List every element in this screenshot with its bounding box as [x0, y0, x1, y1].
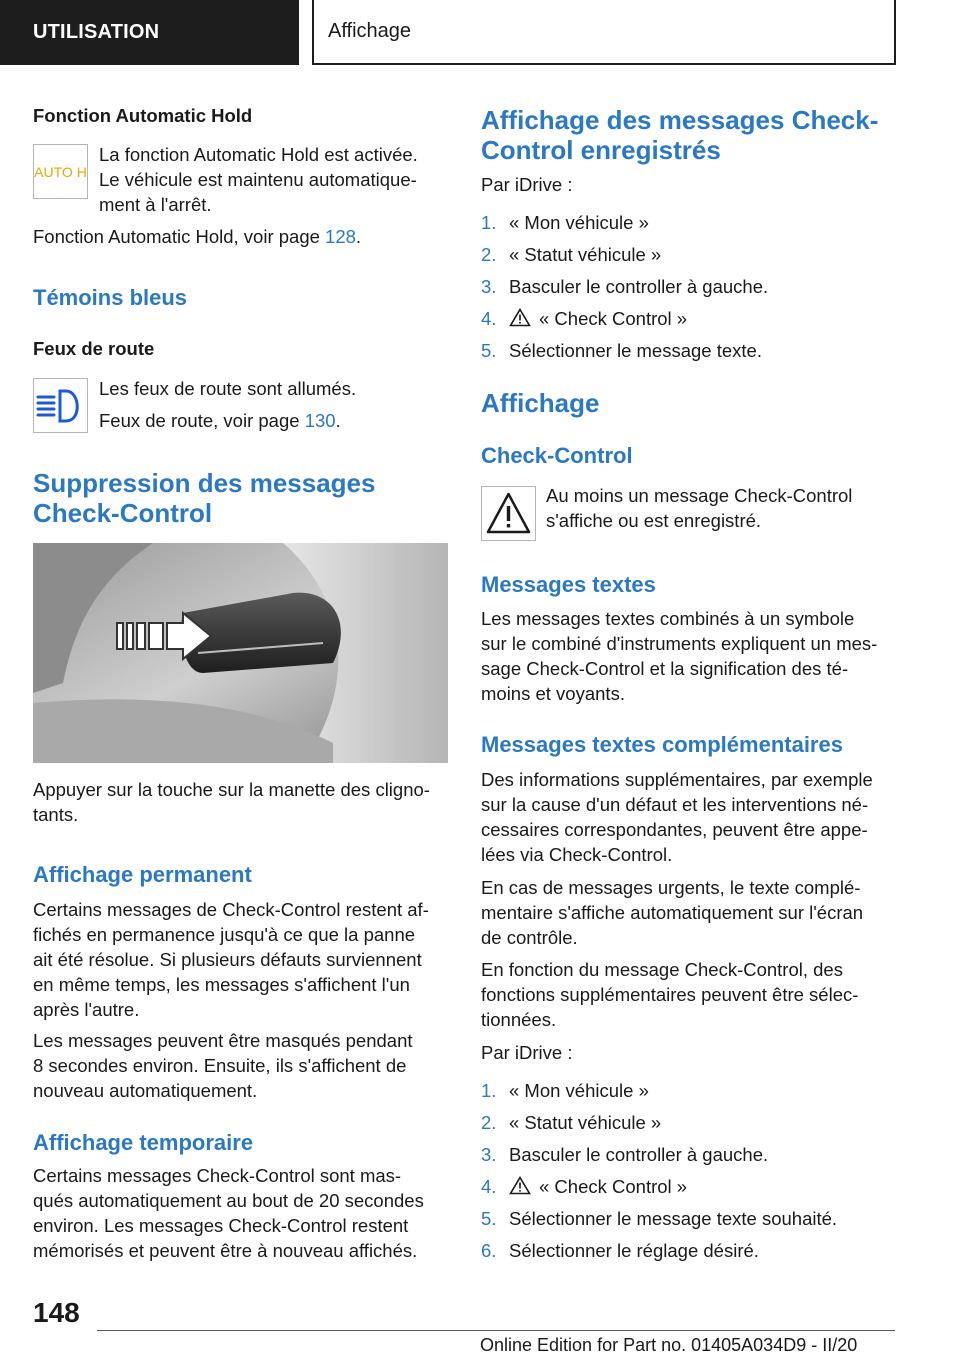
text-line: sur la cause d'un défaut et les interventions né-: [481, 794, 869, 815]
warning-icon: [481, 486, 536, 541]
step-number: 6.: [481, 1240, 497, 1261]
automatic-hold-line3: ment à l'arrêt.: [99, 194, 212, 215]
text-line: fonctions supplémentaires peuvent être sélec-: [481, 984, 859, 1005]
text-line: fichés en permanence jusqu'à ce que la panne: [33, 924, 416, 945]
automatic-hold-title: Fonction Automatic Hold: [33, 105, 253, 126]
turn-signal-stalk-photo: [33, 543, 448, 763]
step-text: [509, 306, 687, 331]
step-text: « Mon véhicule »: [509, 1080, 649, 1101]
text-messages-paragraph: [481, 606, 896, 706]
footer-divider: [97, 1330, 895, 1331]
svg-text:AUTO H: AUTO H: [34, 164, 87, 180]
chapter-tab: [312, 0, 896, 65]
check-control-line2: s'affiche ou est enregistré.: [546, 510, 762, 531]
auto-hold-icon: [33, 144, 88, 199]
suppress-heading-line2: Check-Control: [33, 498, 213, 528]
text-line: En cas de messages urgents, le texte complé-: [481, 877, 861, 898]
check-control-subheading: Check-Control: [481, 443, 633, 468]
step-number: 3.: [481, 1144, 497, 1165]
text-line: ait été résolue. Si plusieurs défauts surviennent: [33, 949, 422, 970]
stored-heading-line2: Control enregistrés: [481, 135, 721, 165]
step-number: 3.: [481, 276, 497, 297]
ref-text: Fonction Automatic Hold, voir page: [33, 226, 320, 247]
text-line: mentaire s'affiche automatiquement sur l'écran: [481, 902, 864, 923]
step-number: 4.: [481, 1176, 497, 1197]
step-number: 1.: [481, 1080, 497, 1101]
step-number: 2.: [481, 244, 497, 265]
text-line: mémorisés et peuvent être à nouveau affichés.: [33, 1240, 418, 1261]
section-tab: [0, 0, 299, 65]
page-link-130[interactable]: 130: [304, 410, 336, 431]
temporary-heading: Affichage temporaire: [33, 1130, 254, 1155]
display-heading: Affichage: [481, 388, 600, 418]
text-line: sage Check-Control et la signification des té-: [481, 658, 849, 679]
automatic-hold-ref: [33, 224, 361, 249]
step-text: « Statut véhicule »: [509, 1112, 662, 1133]
warning-triangle-icon: [509, 1176, 531, 1195]
permanent-heading: Affichage permanent: [33, 862, 252, 887]
text-line: cessaires correspondantes, peuvent être appe-: [481, 819, 868, 840]
text-line: nouveau automatiquement.: [33, 1080, 258, 1101]
step-label: « Check Control »: [539, 1176, 688, 1197]
step-number: 5.: [481, 1208, 497, 1229]
blue-lights-heading: Témoins bleus: [33, 285, 188, 310]
step-label: « Check Control »: [539, 308, 688, 329]
text-line: tionnées.: [481, 1009, 557, 1030]
high-beam-ref: [99, 408, 341, 433]
step-text: Sélectionner le réglage désiré.: [509, 1240, 759, 1261]
text-messages-heading: Messages textes: [481, 572, 656, 597]
text-line: environ. Les messages Check-Control restent: [33, 1215, 409, 1236]
page-link-128[interactable]: 128: [325, 226, 356, 247]
ref-end: .: [355, 226, 362, 247]
automatic-hold-line1: La fonction Automatic Hold est activée.: [99, 144, 418, 165]
text-line: 8 secondes environ. Ensuite, ils s'affichent de: [33, 1055, 407, 1076]
text-line: en même temps, les messages s'affichent l'un: [33, 974, 410, 995]
check-control-line1: Au moins un message Check-Control: [546, 485, 853, 506]
suppress-caption-line2: tants.: [33, 804, 79, 825]
supplementary-intro: Par iDrive :: [481, 1042, 573, 1063]
automatic-hold-line2: Le véhicule est maintenu automatique-: [99, 169, 417, 190]
text-line: Certains messages de Check-Control restent af-: [33, 899, 429, 920]
text-line: Des informations supplémentaires, par exemple: [481, 769, 873, 790]
suppress-heading-line1: Suppression des messages: [33, 468, 376, 498]
supplementary-paragraph-2: [481, 875, 896, 950]
step-text: Basculer le controller à gauche.: [509, 1144, 769, 1165]
text-line: sur le combiné d'instruments expliquent un mes-: [481, 633, 878, 654]
text-line: Les messages textes combinés à un symbole: [481, 608, 855, 629]
step-number: 4.: [481, 308, 497, 329]
step-number: 5.: [481, 340, 497, 361]
page-number: 148: [33, 1297, 80, 1328]
ref-text: Feux de route, voir page: [99, 410, 300, 431]
step-number: 2.: [481, 1112, 497, 1133]
permanent-paragraph-2: [33, 1028, 448, 1103]
chapter-title: Affichage: [328, 20, 412, 42]
suppress-caption-line1: Appuyer sur la touche sur la manette des cligno-: [33, 779, 430, 800]
high-beam-line1: Les feux de route sont allumés.: [99, 378, 357, 399]
section-title: UTILISATION: [33, 21, 160, 43]
step-text: « Mon véhicule »: [509, 212, 649, 233]
text-line: après l'autre.: [33, 999, 140, 1020]
text-line: moins et voyants.: [481, 683, 625, 704]
text-line: Certains messages Check-Control sont mas-: [33, 1165, 402, 1186]
step-text: « Statut véhicule »: [509, 244, 662, 265]
temporary-paragraph: [33, 1163, 448, 1263]
step-text: Sélectionner le message texte.: [509, 340, 762, 361]
stored-intro: Par iDrive :: [481, 174, 573, 195]
ref-end: .: [335, 410, 341, 431]
text-line: de contrôle.: [481, 927, 578, 948]
supplementary-heading: Messages textes complémentaires: [481, 732, 843, 757]
step-text: Basculer le controller à gauche.: [509, 276, 769, 297]
step-text: [509, 1174, 687, 1199]
step-number: 1.: [481, 212, 497, 233]
supplementary-paragraph: [481, 767, 896, 867]
step-text: Sélectionner le message texte souhaité.: [509, 1208, 838, 1229]
warning-triangle-icon: [509, 308, 531, 327]
high-beam-title: Feux de route: [33, 338, 155, 359]
high-beam-icon: [33, 378, 88, 433]
stored-heading-line1: Affichage des messages Check-: [481, 105, 879, 135]
permanent-paragraph: [33, 897, 448, 1022]
edition-note: Online Edition for Part no. 01405A034D9 - II/20: [480, 1335, 858, 1355]
supplementary-paragraph-3: [481, 957, 896, 1032]
text-line: En fonction du message Check-Control, des: [481, 959, 843, 980]
text-line: qués automatiquement au bout de 20 secondes: [33, 1190, 424, 1211]
text-line: Les messages peuvent être masqués pendant: [33, 1030, 413, 1051]
text-line: lées via Check-Control.: [481, 844, 673, 865]
